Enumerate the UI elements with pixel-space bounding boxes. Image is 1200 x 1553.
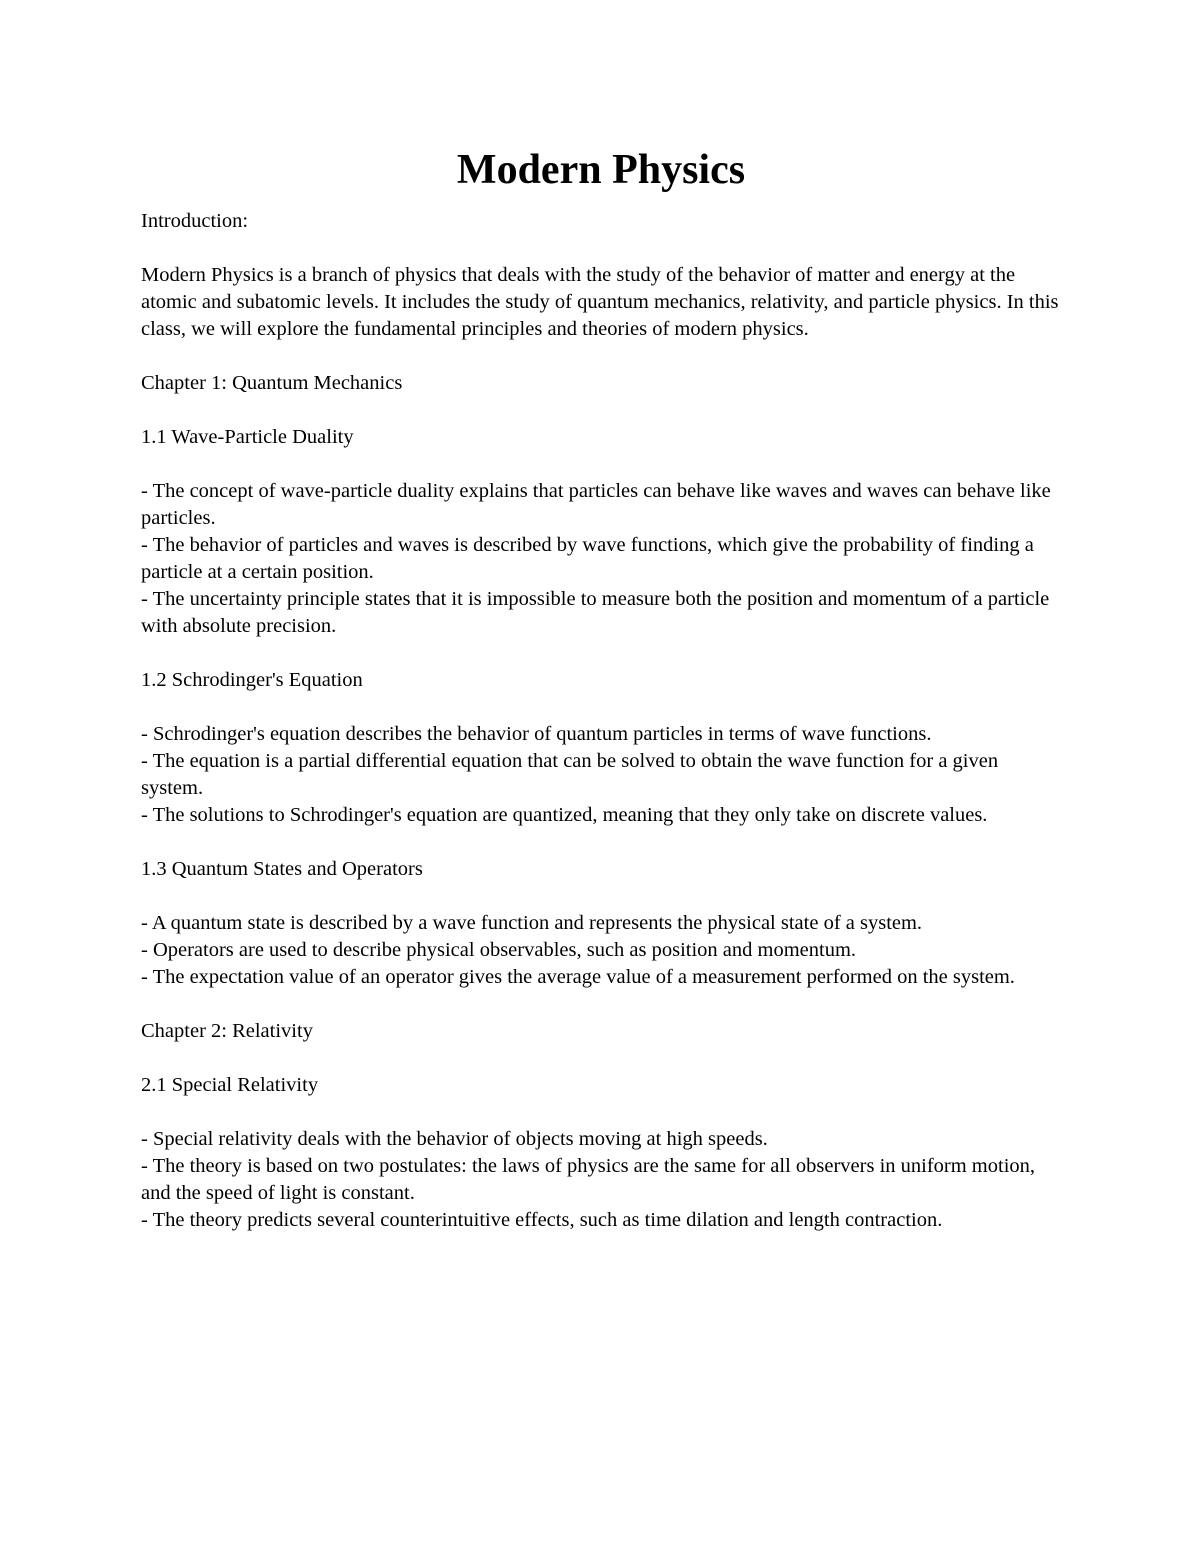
- chapter-heading: Chapter 2: Relativity: [141, 1020, 313, 1042]
- bullet-item: - Schrodinger's equation describes the behavior of quantum particles in terms of wave functions.: [141, 723, 932, 745]
- bullet-item: - A quantum state is described by a wave function and represents the physical state of a system.: [141, 912, 923, 934]
- document-content: [141, 140, 1064, 1234]
- bullet-item: - The theory is based on two postulates: the laws of physics are the same for all observers in uniform motion, and the speed of light is constant.: [141, 1155, 1041, 1204]
- section-heading: 1.1 Wave-Particle Duality: [141, 426, 354, 448]
- section-heading: 1.2 Schrodinger's Equation: [141, 669, 363, 691]
- bullet-item: - The theory predicts several counterintuitive effects, such as time dilation and length contraction.: [141, 1209, 943, 1231]
- section-heading: 1.3 Quantum States and Operators: [141, 858, 423, 880]
- intro-heading: Introduction:: [141, 210, 249, 232]
- intro-paragraph: Modern Physics is a branch of physics that deals with the study of the behavior of matter and energy at the atomic and subatomic levels. It includes the study of quantum mechanics, relativity, and particle physics. In this class, we will explore the fundamental principles and theories of modern physics.: [141, 264, 1064, 340]
- bullet-item: - The solutions to Schrodinger's equation are quantized, meaning that they only take on discrete values.: [141, 804, 988, 826]
- section-heading: 2.1 Special Relativity: [141, 1074, 319, 1096]
- bullet-item: - The uncertainty principle states that it is impossible to measure both the position and momentum of a particle with absolute precision.: [141, 588, 1055, 637]
- document-title: Modern Physics: [456, 147, 746, 193]
- bullet-item: - Operators are used to describe physical observables, such as position and momentum.: [141, 939, 857, 961]
- bullet-item: - The behavior of particles and waves is described by wave functions, which give the probability of finding a particle at a certain position.: [141, 534, 1039, 583]
- bullet-item: - The expectation value of an operator gives the average value of a measurement performed on the system.: [141, 966, 1015, 988]
- bullet-item: - Special relativity deals with the behavior of objects moving at high speeds.: [141, 1128, 768, 1150]
- bullet-item: - The concept of wave-particle duality explains that particles can behave like waves and waves can behave like particles.: [141, 480, 1056, 529]
- chapter-heading: Chapter 1: Quantum Mechanics: [141, 372, 403, 394]
- bullet-item: - The equation is a partial differential equation that can be solved to obtain the wave function for a given system.: [141, 750, 1004, 799]
